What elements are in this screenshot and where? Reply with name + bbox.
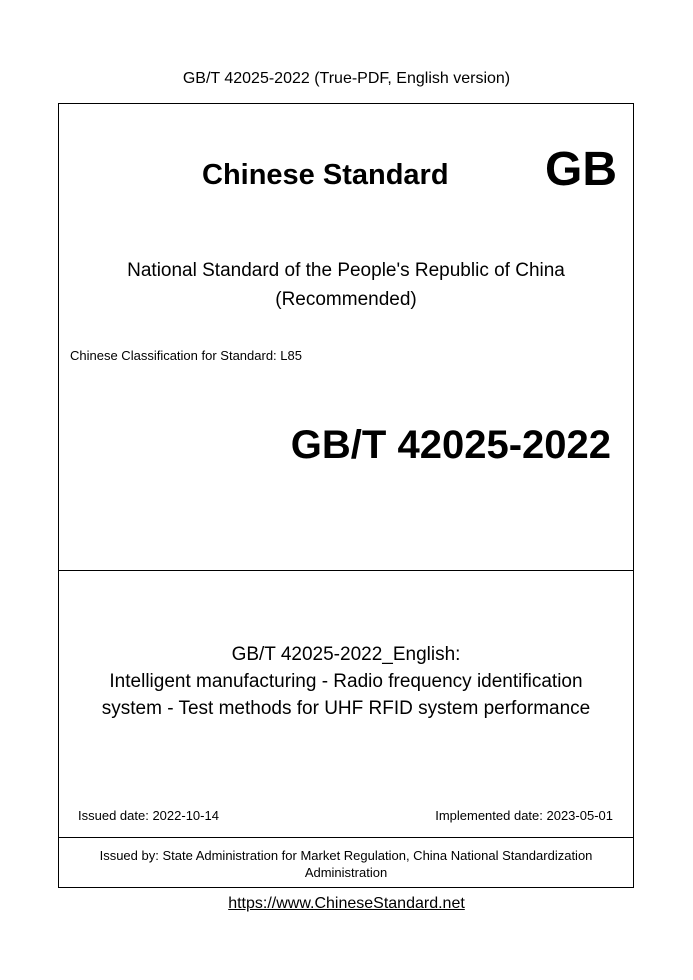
issuer-line: Issued by: State Administration for Market Regulation, China National Standardization (99, 848, 593, 863)
website-link[interactable]: https://www.ChineseStandard.net (228, 895, 465, 912)
document-title (59, 641, 633, 722)
standard-number: GB/T 42025-2022 (290, 423, 611, 467)
page-header: GB/T 42025-2022 (True-PDF, English version) (182, 70, 511, 87)
cover-top-section (59, 104, 633, 571)
issuer-line: Administration (304, 865, 388, 880)
document-title-line: Intelligent manufacturing - Radio frequency identification (109, 671, 583, 692)
cover-middle-section (59, 571, 633, 838)
gb-mark: GB (545, 143, 617, 196)
document-title-line: GB/T 42025-2022_English: (231, 644, 461, 665)
document-title-line: system - Test methods for UHF RFID system performance (101, 698, 591, 719)
cover-frame (58, 103, 634, 888)
national-standard-line: National Standard of the People's Republic of China (127, 260, 565, 281)
chinese-standard-title: Chinese Standard (202, 159, 449, 191)
national-standard-heading (59, 256, 633, 314)
recommended-line: (Recommended) (275, 289, 417, 310)
issuer-text (59, 847, 633, 881)
title-row (59, 140, 633, 200)
cover-bottom-section (59, 838, 633, 888)
classification-text: Chinese Classification for Standard: L85 (70, 348, 302, 363)
implemented-date: Implemented date: 2023-05-01 (435, 808, 613, 823)
issued-date: Issued date: 2022-10-14 (78, 808, 219, 823)
